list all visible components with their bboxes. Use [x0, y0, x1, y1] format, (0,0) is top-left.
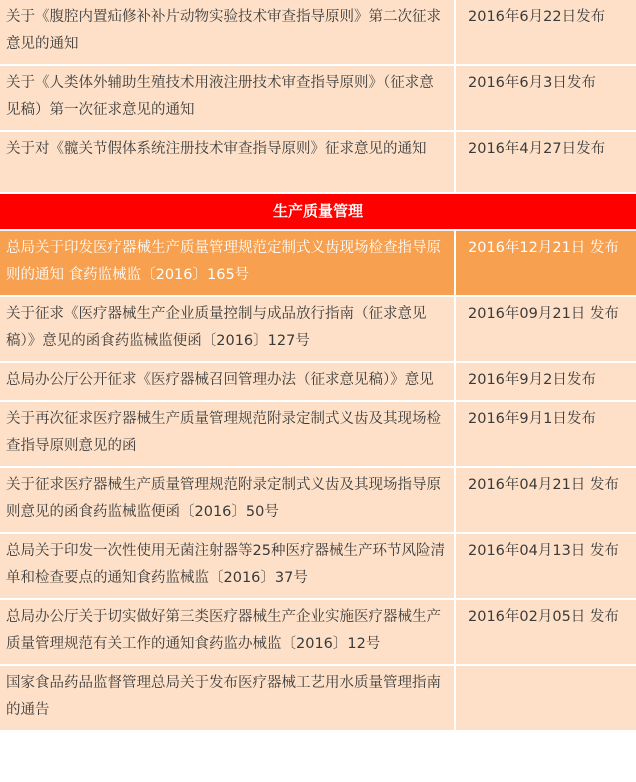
notice-date: 2016年12月21日 发布	[455, 230, 636, 296]
notice-title[interactable]: 关于《人类体外辅助生殖技术用液注册技术审查指导原则》（征求意见稿）第一次征求意见的通知	[0, 65, 455, 131]
table-row[interactable]	[0, 665, 636, 731]
notice-date: 2016年02月05日 发布	[455, 599, 636, 665]
table-row[interactable]	[0, 0, 636, 65]
notice-title[interactable]: 关于再次征求医疗器械生产质量管理规范附录定制式义齿及其现场检查指导原则意见的函	[0, 401, 455, 467]
section-header-row	[0, 193, 636, 230]
table-row[interactable]	[0, 599, 636, 665]
table-row[interactable]	[0, 401, 636, 467]
notice-title[interactable]: 总局办公厅公开征求《医疗器械召回管理办法（征求意见稿）》意见	[0, 362, 455, 401]
table-row-highlighted[interactable]	[0, 230, 636, 296]
notice-title-cell[interactable]	[0, 131, 455, 193]
notice-title[interactable]: 总局关于印发医疗器械生产质量管理规范定制式义齿现场检查指导原则的通知 食药监械监〔2016〕165号	[0, 230, 455, 296]
table-row[interactable]	[0, 131, 636, 193]
notice-title[interactable]: 关于征求医疗器械生产质量管理规范附录定制式义齿及其现场指导原则意见的函食药监械监便函〔2016〕50号	[0, 467, 455, 533]
notice-title[interactable]: 国家食品药品监督管理总局关于发布医疗器械工艺用水质量管理指南的通告	[0, 665, 455, 731]
table-row[interactable]	[0, 65, 636, 131]
table-row[interactable]	[0, 467, 636, 533]
notice-date: 2016年4月27日发布	[455, 131, 636, 193]
table-row[interactable]	[0, 296, 636, 362]
notice-title[interactable]: 总局关于印发一次性使用无菌注射器等25种医疗器械生产环节风险清单和检查要点的通知食药监械监〔2016〕37号	[0, 533, 455, 599]
notice-date: 2016年6月3日发布	[455, 65, 636, 131]
notice-date: 2016年04月21日 发布	[455, 467, 636, 533]
notice-date: 2016年6月22日发布	[455, 0, 636, 65]
table-row[interactable]	[0, 533, 636, 599]
notice-title[interactable]: 关于《腹腔内置疝修补补片动物实验技术审查指导原则》第二次征求意见的通知	[0, 0, 455, 65]
notice-date	[455, 665, 636, 731]
notice-date: 2016年9月1日发布	[455, 401, 636, 467]
notice-date: 2016年9月2日发布	[455, 362, 636, 401]
notice-date: 2016年04月13日 发布	[455, 533, 636, 599]
notice-date: 2016年09月21日 发布	[455, 296, 636, 362]
notice-title[interactable]: 关于对《髋关节假体系统注册技术审查指导原则》征求意见的通知	[6, 141, 427, 157]
notice-title[interactable]: 关于征求《医疗器械生产企业质量控制与成品放行指南（征求意见稿）》意见的函食药监械监便函〔2016〕127号	[0, 296, 455, 362]
section-title: 生产质量管理	[0, 193, 636, 230]
table-row[interactable]	[0, 362, 636, 401]
notice-title[interactable]: 总局办公厅关于切实做好第三类医疗器械生产企业实施医疗器械生产质量管理规范有关工作的通知食药监办械监〔2016〕12号	[0, 599, 455, 665]
